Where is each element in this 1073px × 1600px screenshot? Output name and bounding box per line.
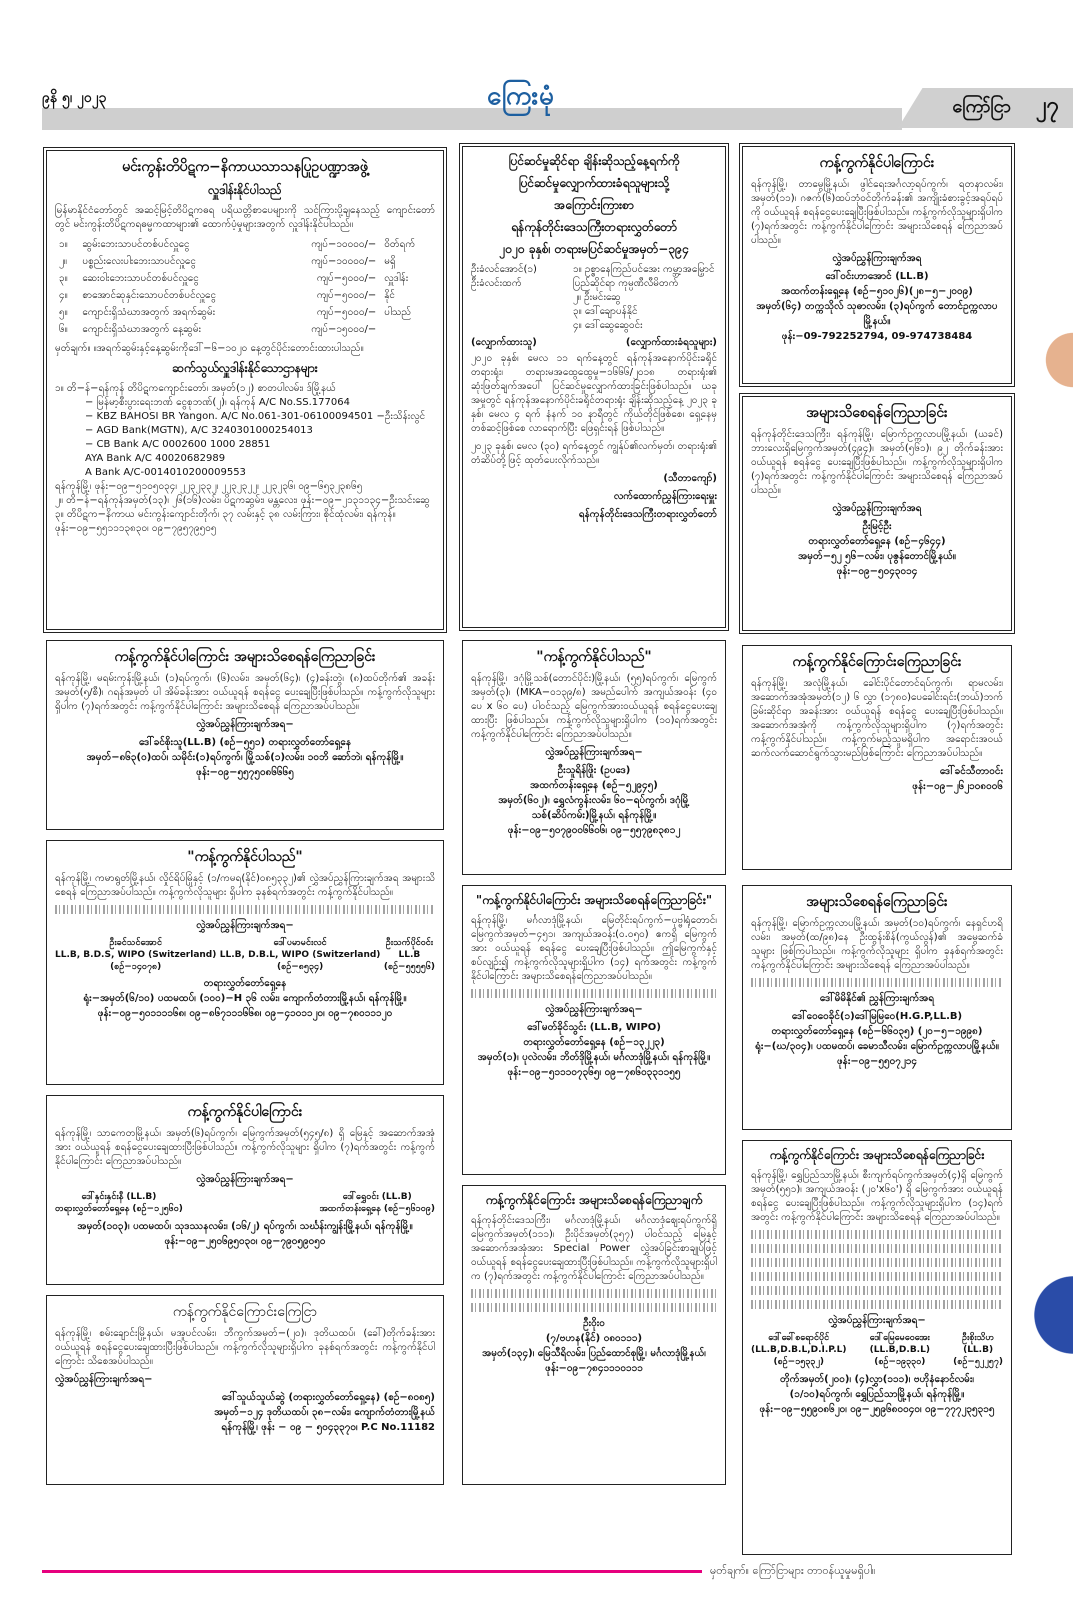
- lawyer-phone: ဖုန်း−၀၉−၅၀၄၃၀၁၄: [836, 566, 918, 577]
- signer-court: ရန်ကုန်တိုင်းဒေသကြီးတရားလွှတ်တော်: [578, 509, 717, 520]
- lawyer-title: တရားလွှတ်တော်ရှေ့နေ (စဉ်−၄၆၄၄): [808, 536, 946, 547]
- lawyer-entry: ဒေါ်ရွှေဝင်း (LL.B) အထက်တန်းရှေ့နေ (စဉ်−၅၆၁၀၉): [319, 1192, 435, 1214]
- ad-objection-notice: [742, 1140, 1012, 1555]
- lawyer-name: ဦးသူရိန်ဖြိုး (ဥပဒေ): [557, 765, 631, 776]
- lawyer-title: အထက်တန်းရှေ့နေ (စဉ်−၅၁၀၂၆)(၂၈−၅−၂၀၀၉): [781, 286, 973, 297]
- ad-body: ရန်ကုန်မြို့၊ ကမာရွတ်မြို့နယ်၊ လှိုင်ရိပ်မြုံနှင့် (၁/ကမရ(နိုင်)၀၈၅၃၃၂)၏ လွှဲအပ်ညွှန်ကြားချက်အရ အများသိစေရန် ကြေညာအပ်ပါသည်။ ကန့်ကွက်လိုသူများ ရှိပါက ခုနစ်ရက်အတွင်း ကန့်ကွက်နိုင်ပါသည်။: [55, 873, 435, 898]
- ad-title: ပြင်ဆင်မှုဆိုင်ရာ ချိန်းဆိုသည့်နေ့ရက်ကို: [508, 154, 680, 168]
- ad-title: ကန့်ကွက်နိုင်ကြောင်းကြေငြာ: [172, 1304, 318, 1320]
- ad-title: မင်းကွန်းတိပိဋက−နိကာယသာသနပြုဥပဏ္ဍာအဖွဲ့: [122, 159, 368, 175]
- lawyer-address: အမှတ်(၆၀၂)၊ ရွှေလံကွန်းလမ်း၊ ၆၀−ရပ်ကွက်၊ ဒဂုံမြို့သစ်(ဆိပ်ကမ်း)မြို့နယ်၊ ရန်ကုန်မြို့။: [498, 795, 690, 821]
- agent-line: လွှဲအပ်ညွှန်ကြားချက်အရ−: [196, 719, 294, 730]
- lawyer-address: အမှတ်−၈၆၃(ဝ)ထပ်၊ သမိုင်း(၁)ရပ်ကွက်၊ မြို့သစ်(၁)လမ်း၊ ၁၀ဘိ ဆော်ဘဲ၊ ရန်ကုန်မြို့။: [86, 752, 404, 763]
- ad-deadline: မှတ်ချက်။ ။အရက်ဆွမ်းနှင့်နေ့ဆွမ်းကိုဒေါ်−၆−၁၀၂၀ နေ့တွင်ပိုင်းတောင်းထားပါသည်။: [55, 343, 364, 354]
- contact-heading: ဆက်သွယ်လှူဒါန်းနိုင်သောဌာနများ: [172, 361, 318, 375]
- lawyer-address: အမှတ်(၁၀၃)၊ ပထမထပ်၊ သုဒဿနလမ်း၊ (၁၆/၂) ရပ်ကွက်၊ သင်္ဃန်းကျွန်းမြို့နယ်၊ ရန်ကုန်မြို့။: [77, 1221, 413, 1232]
- lawyer-entry: ဦးစိုးသိဟ (LL.B) (စဉ်−၅၂၂၅၇): [953, 1333, 1003, 1367]
- ad-title: အကြောင်းကြားစာ: [554, 198, 634, 212]
- ad-title: ကန့်ကွက်နိုင်ပါကြောင်း: [819, 155, 935, 171]
- contact-line: ၃။ တိပိဋက−နိကာယ မင်းကွန်းကျောင်းတိုက်၊ ၃၇ လမ်းနှင့် ၃၈ လမ်းကြား၊ စိုင်ထုံလမ်း၊ ရန်ကုန်။: [55, 509, 396, 520]
- lawyer-phone: ဖုန်း−၀၉−၅၀၇၉၀၀၆၆၀၆၊ ၀၉−၅၅၇၉၈၃၈၁၂: [507, 825, 681, 836]
- lawyer-title: တရားလွှတ်တော်ရှေ့နေ (စဉ်−၁၃၂၂၃): [523, 1037, 665, 1048]
- ad-objection-notice: [462, 885, 726, 1175]
- footer-note: မှတ်ချက်။ ကြော်ငြာများ တာဝန်ယူမှုမရှိပါ။: [710, 1564, 876, 1577]
- agent-line: လွှဲအပ်ညွှန်ကြားချက်အရ−: [545, 747, 643, 758]
- agent-line: ဒေါ်မိမိနိုင်၏ ညွှန်ကြားချက်အရ: [819, 993, 935, 1004]
- ad-title: ကန့်ကွက်နိုင်ကြောင်း အများသိစေရန်ကြေညာခြင်း: [769, 1148, 985, 1162]
- ad-body: ရန်ကုန်တိုင်းဒေသကြီး၊ မင်္ဂလာဒုံမြို့နယ်၊ မင်္ဂလာဒုံဈေးရပ်ကွက်ရှိ မြေကွက်အမှတ်(၁၁၁)၊ ဦးပိုင်အမှတ်(၃၅၇) ပါဝင်သည့် မြေနှင့် အဆောက်အအုံအား Special Power လွှဲအပ်ခြင်းစာချုပ်ဖြင့် ဝယ်ယူရန် စရန်ငွေပေးချေထားပြီးဖြစ်ပါသည်။ ကန့်ကွက်လိုသူများရှိပါက (၇)ရက်အတွင်း ကန့်ကွက်နိုင်ပါကြောင်း ကြေညာအပ်ပါသည်။: [471, 1215, 717, 1282]
- ad-donation-notice: [46, 150, 444, 630]
- ad-objection-notice: [46, 840, 444, 1085]
- ad-public-notice: [742, 885, 1012, 1130]
- decorative-swirl: [1043, 300, 1073, 420]
- ad-objection-notice: [46, 1295, 444, 1485]
- ad-title: ကန့်ကွက်နိုင်ကြောင်းကြေညာခြင်း: [792, 654, 962, 670]
- agent-line: လွှဲအပ်ညွှန်ကြားချက်အရ−: [196, 1174, 294, 1185]
- contact-phone: ရန်ကုန်မြို့၊ ဖုန်း−၀၉−၅၁၀၅၀၃၄၊ ၂၂၃၂၃၃၂၊ ၂၂၃၂၃၂၂၊ ၂၂၃၂၃၆၊ ၀၉−၆၅၃၂၃၈၆၅: [55, 481, 363, 492]
- ad-body: ရန်ကုန်တိုင်းဒေသကြီး၊ ရန်ကုန်မြို့၊ မြောက်ဥက္ကလာပမြို့နယ်၊ (ယခင်) ဘားလေးရှိမြေကွက်အမှတ်(၄၉၄)၊ အမှတ်(၅၆၁)၊ ၉၂ တိုက်ခန်းအား ဝယ်ယူရန် စရန်ငွေ ပေးချေပြီးဖြစ်ပါသည်။ ကန့်ကွက်လိုသူများရှိပါက (၇)ရက်အတွင်း ကန့်ကွက်နိုင်ပါကြောင်း အများသိစေရန် ကြေညာအပ်ပါသည်။: [751, 429, 1003, 496]
- lawyer-phone: ဖုန်း−၀၉−၅၅၀၇၂၁၄: [836, 1056, 918, 1067]
- ad-title: အများသိစေရန်ကြေညာခြင်း: [806, 894, 948, 910]
- ad-public-notice: [742, 396, 1012, 631]
- lawyer-name: ဒေါ်မတ်ခိုင်သွင်း (LL.B, WIPO): [527, 1022, 661, 1033]
- lawyer-list: [751, 1332, 1003, 1368]
- lawyer-address: တိုက်အမှတ်(၂၀၀)၊ (၄)လွှာ(၁၁၁)၊ ဗဟိုနံနောင်လမ်း၊ (၁/၁၀)ရပ်ကွက်၊ ရွှေပြည်သာမြို့နယ်၊ ရန်ကုန်မြို့။: [780, 1374, 974, 1400]
- agent-line: လွှဲအပ်ညွှန်ကြားချက်အရ−: [545, 1004, 643, 1015]
- lawyer-address: အမှတ်(၁)၊ ပုလဲလမ်း၊ ဘိတ်ဒိုမြို့နယ်၊ မင်္ဂလာဒုံမြို့နယ်၊ ရန်ကုန်မြို့။: [477, 1052, 711, 1063]
- lawyer-phone: ဖုန်း−၀၉−၇၈၄၁၁၁၀၁၁၁: [545, 1363, 643, 1374]
- table-row: ၅။ ကျောင်းရှိသံဃာအတွက် အရက်ဆွမ်း ကျပ်−၅၀၀၀/− ပါသည်: [59, 307, 412, 318]
- table-row: ၄။ စာအောင်ဆုနှင်းသောပင်တစ်ပင်လှူငွေ ကျပ်−၅၀၀၀/− နိုင်: [59, 290, 395, 301]
- newspaper-masthead: ကြေးမုံ: [487, 81, 555, 111]
- ad-body: ၂၀၂၀ ခုနှစ်၊ မေလ ၁၁ ရက်နေ့တွင် ရန်ကုန်အနောက်ပိုင်းခရိုင်တရားရုံး၊ တရားမအထွေထွေမှု−၁၆၆၆/၂၀၁၈ တရားရုံး၏ ဆုံးဖြတ်ချက်အပေါ် ပြင်ဆင်မှုလျှောက်ထားခြင်းဖြစ်ပါသည်။ ယခုအမှုတွင် ရန်ကုန်အနောက်ပိုင်းခရိုင်တရားရုံး ချိန်းဆိုသည့်နေ့ ၂၀၂၃ ခုနှစ်၊ မေလ ၄ ရက် နံနက် ၁၀ နာရီတွင် ကိုယ်တိုင်ဖြစ်စေ၊ ရှေ့နေမှတစ်ဆင့်ဖြစ်စေ လာရောက်ပြီး ဖြေရှင်းရန် ဖြစ်ပါသည်။: [471, 353, 717, 434]
- ad-title: ကန့်ကွက်နိုင်ကြောင်း အများသိစေရန်ကြေညာချက်: [485, 1193, 703, 1207]
- contact-phone: ဖုန်း−၀၉−၅၅၁၁၁၃၈၃၀၊ ၀၉−၇၉၅၇၉၅၀၅: [55, 523, 217, 534]
- lawyer-name: ဦးမြင့်ဦး: [862, 521, 892, 532]
- ad-body: ရန်ကုန်မြို့၊ မင်္ဂလာဒုံမြို့နယ်၊ မြေတိုင်းရပ်ကွက်−ပုဗ္ဗါရုံတောင်၊ မြေကွက်အမှတ်−၄၅၁၊ အကျယ်အဝန်း(၀.၀၅၀) ဧကရှိ မြေကွက်အား ဝယ်ယူရန် စရန်ငွေ ပေးချေပြီးဖြစ်ပါသည်။ ဤမြေကွက်နှင့်စပ်လျဉ်း၍ ကန့်ကွက်လိုသူများရှိပါက (၁၄) ရက်အတွင်း ကန့်ကွက်နိုင်ပါကြောင်း အများသိစေရန်ကြေညာအပ်ပါသည်။: [471, 915, 717, 982]
- lawyer-entry: ဒေါ်ခေါ်စရောင်ပိုင် (LL.B,D.B.L,D.I.P.L) (စဉ်−၁၅၃၃၂): [751, 1333, 847, 1367]
- lawyer-title: တရားလွှတ်တော်ရှေ့နေ: [203, 978, 287, 989]
- ad-title: ပြင်ဆင်မှုလျှောက်ထားခံရသူများသို့: [518, 176, 670, 190]
- court-name: ရန်ကုန်တိုင်းဒေသကြီးတရားလွှတ်တော်: [511, 220, 677, 234]
- section-label: ကြော်ငြာ: [952, 96, 1011, 117]
- issue-date: ၉နိ ၅၊ ၂၀၂၃: [42, 90, 107, 106]
- page-header: [42, 78, 1073, 128]
- lawyer-entry: ဒေါ်ပမာမင်းလင် LL.B, D.B.L, WIPO (Switzerland) (စဉ်−၈၅၃၄): [219, 938, 381, 972]
- lawyer-list: [55, 1191, 435, 1215]
- lawyer-address: အမှတ်−၁၂၄ ဒုတိယထပ်၊ ၃၈−လမ်း၊ ကျောက်တံတားမြို့နယ်: [214, 1407, 435, 1418]
- ad-objection-notice: [742, 645, 1012, 870]
- lawyer-phone: ဖုန်း−၀၉−၂၅၀၆၉၅၀၃၀၊ ၀၉−၇၉၀၅၉၀၅၀: [164, 1236, 326, 1247]
- respondent-role: (လျှောက်ထားခံရသူများ): [625, 337, 717, 348]
- bank-account: A Bank A/C-0014010200009553: [85, 467, 246, 478]
- ad-body: ရန်ကုန်မြို့၊ စမ်းချောင်းမြို့နယ်၊ မအူပင်လမ်း၊ ဘီကွက်အမှတ်−(၂၀)၊ ဒုတိယထပ်၊ (ခေါ်)တိုက်ခန်းအား ဝယ်ယူရန် စရန်ငွေပေးချေထားပြီးဖြစ်ပါသည်။ ကန့်ကွက်လိုသူများရှိပါက ခုနစ်ရက်အတွင်း ကန့်ကွက်နိုင်ပါကြောင်း သိစေအပ်ပါသည်။: [55, 1328, 435, 1367]
- ad-title: "ကန့်ကွက်နိုင်ပါသည်": [187, 849, 303, 865]
- page-number: ၂၇: [1035, 93, 1059, 118]
- footer-rule: [42, 1570, 702, 1573]
- ad-title: "ကန့်ကွက်နိုင်ပါကြောင်း အများသိစေရန်ကြေညာခြင်း": [475, 893, 713, 907]
- issue-date: ၂၀၂၃ ခုနှစ်၊ မေလ (၃၀) ရက်နေ့တွင် ကျွန်ုပ်၏လက်မှတ်၊ တရားရုံး၏ တံဆိပ်တို့ဖြင့် ထုတ်ပေးလိုက်သည်။: [471, 441, 717, 466]
- lawyer-entry: ဦးခင်သင်အောင် LL.B, B.D.S, WIPO (Switzerland) (စဉ်−၁၄၀၇၈): [55, 938, 217, 972]
- ad-body: ရန်ကုန်မြို့၊ ရွှေပြည်သာမြို့နယ်၊ စီးကျက်ရပ်ကွက်အမှတ်(၄)ရှိ မြေကွက်အမှတ်(၅၅၁)၊ အကျယ်အဝန်း (၂၀'x၆၀') ရှိ မြေကွက်အား ဝယ်ယူရန် စရန်ငွေ ပေးချေပြီးဖြစ်ပါသည်။ ကန့်ကွက်လိုသူများရှိပါက (၁၄)ရက်အတွင်း ကန့်ကွက်နိုင်ပါကြောင်း အများသိစေရန် ကြေညာအပ်ပါသည်။: [751, 1170, 1003, 1223]
- lawyer-phone: ဖုန်း−၀၉−၅၁၁၁၀၇၃၆၅၊ ၀၉−၇၈၆၀၃၃၁၁၅၅: [507, 1067, 681, 1078]
- ad-objection-notice: [742, 146, 1012, 384]
- lawyer-name: ဒေါ်ခင်သီတာဝင်း: [939, 766, 1003, 777]
- lawyer-title: တရားလွှတ်တော်ရှေ့နေ (စဉ်−၆၆၀၃၅) (၂၀−၅−၁၉၉၈): [771, 1026, 983, 1037]
- bank-account: AYA Bank A/C 40020682989: [85, 453, 226, 464]
- ad-body: ရန်ကုန်မြို့၊ မြောက်ဥက္ကလာပမြို့နယ်၊ အမှတ်(၁၀)ရပ်ကွက်၊ နေရှင်ဟရိလမ်း၊ အမှတ်(ထ/၉၈)နေ ဦးထွန်းစိန်(ကွယ်လွန်)၏ အမွေဆက်ခံသူများ ဖြစ်ကြပါသည်။ ကန့်ကွက်လိုသူများ ရှိပါက ခုနစ်ရက်အတွင်း ကန့်ကွက်နိုင်ပါကြောင်း အများသိစေရန် ကြေညာအပ်ပါသည်။: [751, 918, 1003, 971]
- donation-table: [55, 236, 435, 338]
- lawyer-phone: ဖုန်း−၀၉−၅၅၉၀၈၆၂၀၊ ၀၉−၂၅၉၆၈၀၀၄၀၊ ၀၉−၇၇၇၂၃၅၃၁၅: [759, 1404, 995, 1415]
- lawyer-name: ဒေါ်ဝင်းဟာအောင် (LL.B): [825, 271, 929, 282]
- agent-line: လွှဲအပ်ညွှန်ကြားချက်အရ: [832, 253, 922, 264]
- contact-line: ၂။ တိ−န်−ရန်ကုန်အမှတ်(၁၃)၊ ၂၆(၁၆)လမ်း၊ ပိဋကဆွမ်း၊ မန္တလေး၊ ဖုန်း−၀၉−၂၁၃၁၁၃၄−ဦးသင်းဆွေ: [55, 495, 430, 506]
- lawyer-name: ဦးဝိုးဝ: [583, 1318, 605, 1329]
- lawyer-phone: ဖုန်း−၀၉−၅၀၁၁၁၁၆၈၊ ၀၉−၈၆၇၁၁၁၆၆၈၊ ၀၉−၄၁၀၁၁၂၀၊ ၀၉−၇၈၀၁၁၁၂၀: [97, 1008, 393, 1019]
- bank-account: − KBZ BAHOSI BR Yangon. A/C No.061-301-06100094501 −ဦးသိန်းလွင်: [85, 411, 426, 422]
- lawyer-entry: ဦးသက်ပိုင်ဝင်း LL.B (စဉ်−၅၅၅၅၆): [383, 938, 435, 972]
- ad-body: ရန်ကုန်မြို့၊ တာမွေမြို့နယ်၊ ဖွါင်ရေးအင်္ဂလာ့ရပ်ကွက်၊ ရတနာလမ်း၊ အမှတ်(၁၁)၊ ဂဇက်(၆)ထပ်ဘုံဝင်တိုက်ခန်း၏ အကျိုးခံစားခွင့်အရပ်ရပ်ကို ဝယ်ယူရန် စရန်ငွေပေးချေပြီးဖြစ်ပါသည်။ ကန့်ကွက်လိုသူများရှိပါက (၇)ရက်အတွင်း ကန့်ကွက်နိုင်ပါကြောင်း အများသိစေရန် ကြေညာအပ်ပါသည်။: [751, 179, 1003, 246]
- ad-objection-notice: [46, 1095, 444, 1285]
- ad-subtitle: လှူဒါန်းနိုင်ပါသည်: [208, 183, 282, 197]
- lawyer-name: ဒေါ်ခင်စိုးသူ(LL.B) (စဉ်−၅၅၁) တရားလွှတ်တော်ရှေ့နေ: [138, 737, 352, 748]
- parties: [471, 263, 717, 333]
- lawyer-title: (၇/ဗဟန(နိုင်) ၀၈၀၁၁၁): [545, 1333, 643, 1344]
- ad-title: အများသိစေရန်ကြေညာခြင်း: [806, 405, 948, 421]
- signer-title: လက်ထောက်ညွှန်ကြားရေးမှူး: [613, 491, 717, 502]
- agent-line: လွှဲအပ်ညွှန်ကြားချက်အရ−: [55, 1374, 153, 1385]
- signer-name: (သီတာကျော်): [663, 473, 717, 484]
- lawyer-list: [55, 937, 435, 973]
- applicant-role: (လျှောက်ထားသူ): [471, 337, 537, 348]
- bank-account: − မြန်မာ့စီးပွားရေးဘဏ် ငွေစုဘဏ်(၂)၊ ရန်ကုန် A/C No.SS.177064: [85, 397, 350, 408]
- ad-body: ရန်ကုန်မြို့၊ ဒဂုံမြို့သစ်(တောင်ပိုင်း)မြို့နယ်၊ (၅၅)ရပ်ကွက်၊ မြေကွက်အမှတ်(၃)၊ (MKA−၀၁၃၉/၈) အမည်ပေါက် အကျယ်အဝန်း (၄၀ ပေ x ၆၀ ပေ) ပါဝင်သည့် မြေကွက်အားဝယ်ယူရန် စရန်ငွေပေးချေထားပြီး ဖြစ်ပါသည်။ ကန့်ကွက်လိုသူများရှိပါက (၁၀)ရက်အတွင်း ကန့်ကွက်နိုင်ပါကြောင်း ကြေညာအပ်ပါသည်။: [471, 673, 717, 740]
- bank-account: − CB Bank A/C 0002600 1000 28851: [85, 439, 271, 450]
- ad-body: ရန်ကုန်မြို့၊ မရမ်းကုန်းမြို့နယ်၊ (၁)ရပ်ကွက်၊ (၆)လမ်း၊ အမှတ်(၆၄)၊ (၄)ခန်းတွဲ၊ (၈)ထပ်တိုက်၏ အခန်းအမှတ်(၅/စီ)၊ ဂရန်အမှတ် ပါ အိမ်ခန်းအား ဝယ်ယူရန် စရန်ငွေ ပေးချေပြီးဖြစ်ပါသည်။ ကန့်ကွက်လိုသူများ ရှိပါက (၇)ရက်အတွင်း ကန့်ကွက်နိုင်ပါကြောင်း အများသိစေရန် ကြေညာအပ်ပါသည်။: [55, 673, 435, 712]
- lawyer-phone: ဖုန်း−09-792252794, 09-974738484: [781, 331, 973, 342]
- ad-body: ရန်ကုန်မြို့၊ သာကေတမြို့နယ်၊ အမှတ်(၆)ရပ်ကွက်၊ မြေကွက်အမှတ်(၅၄၅/၈) ရှိ မြေနှင့် အဆောက်အအုံအား ဝယ်ယူရန် စရန်ငွေပေးချေထားပြီးဖြစ်ပါသည်။ ကန့်ကွက်လိုသူများ ရှိပါက (၇)ရက်အတွင်း ကန့်ကွက်နိုင်ပါကြောင်း ကြေညာအပ်ပါသည်။: [55, 1128, 435, 1167]
- table-row: ၁။ ဆွမ်းဘေးသာပင်တစ်ပင်လှူငွေ ကျပ်−၁၀၀၀၀/− ဝိတ်ရက်: [59, 239, 416, 250]
- ad-court-summons: [462, 146, 726, 628]
- lawyer-entry: ဒေါ်မြေမေဝေအေး (LL.B,D.B.L) (စဉ်−၁၉၃၃၀): [869, 1333, 930, 1367]
- table-row: ၂။ ပစ္စည်းလေးပါးဘေးသာပင်လှူငွေ ကျပ်−၁၀၀၀၀/− မရှိ: [59, 256, 396, 267]
- agent-line: လွှဲအပ်ညွှန်ကြားချက်အရ: [832, 503, 922, 514]
- lawyer-address: ရုံး−(ဃ/၃၀၄)၊ ပထမထပ်၊ ခေမာသီလမ်း၊ မြောက်ဥက္ကလာပမြို့နယ်။: [755, 1041, 999, 1052]
- ad-title: "ကန့်ကွက်နိုင်ပါသည်": [536, 649, 652, 665]
- ad-objection-notice: [462, 1185, 726, 1485]
- decorative-swirl: [1033, 1240, 1073, 1390]
- bank-account: − AGD Bank(MGTN), A/C 3240301000254013: [85, 425, 313, 436]
- ad-objection-notice: [46, 640, 444, 830]
- lawyer-phone: ဖုန်း−၀၉−၂၆၂၁၀၈၀၀၆: [912, 781, 1003, 792]
- header-bar: [42, 108, 902, 130]
- contact-line: ၁။ တိ−န်−ရန်ကုန် တိပိဋကကျောင်းတော်၊ အမှတ်(၁၂) စာတပါလမ်း၊ ဒ်မြို့နယ်: [55, 383, 336, 394]
- table-row: ၃။ ဆေးဝါးဘေးသာပင်တစ်ပင်လှူငွေ ကျပ်−၅၀၀၀/− လှူဒါန်း: [59, 273, 409, 284]
- agent-line: လွှဲအပ်ညွှန်ကြားချက်အရ−: [196, 920, 294, 931]
- lawyer-name: ဒေါ်သူယ်သူယ်ဆွဲ (တရားလွှတ်တော်ရှေ့နေ) (စဉ်−၈၀၈၅): [221, 1392, 435, 1403]
- lawyer-address: အမှတ်(၆၄) တက္ကသိုလ် သုဓာလမ်း၊ (၃)ရပ်ကွက် တောင်ဥက္ကလာပမြို့နယ်။: [756, 301, 998, 327]
- lawyer-address: အမှတ်−၅၂ ၅၆−လမ်း၊ ပုဇွန်တောင်မြို့နယ်။: [798, 551, 956, 562]
- lawyer-entry: ဒေါ်နှင်းနှင်းနီ (LL.B) တရားလွှတ်တော်ရှေ့နေ (စဉ်−၁၂၅၆၀): [55, 1192, 183, 1214]
- lawyer-phone: ရန်ကုန်မြို့၊ ဖုန်း − ၀၉ − ၅၀၄၃၃၇၀၊ P.C No.11182: [221, 1422, 435, 1433]
- lawyer-name: ဒေါ်ဝေဝေခိုင်(၁)ဒေါ်မြမြဝေ(H.G.P,LL.B): [791, 1011, 963, 1022]
- case-number: ၂၀၂၀ ခုနှစ်၊ တရားမပြင်ဆင်မှုအမှတ်−၃၉၄: [499, 242, 689, 256]
- ad-body: ရန်ကုန်မြို့၊ အလုံမြို့နယ်၊ ခေါင်းပိုင်တောင်ရပ်ကွက်၊ ရာမလမ်း၊ အဆောက်အအုံအမှတ်(၁၂) ၆ လွှာ (၁၇၈၀)ပေခေါင်းရင်း(ဘယ်)ဘက်ခြမ်းဆိုင်ရာ အခန်းအား ဝယ်ယူရန် စရန်ငွေ ပေးချေပြီးဖြစ်ပါသည်။ အဆောက်အအုံကို ကန့်ကွက်လိုသူများရှိပါက (၇)ရက်အတွင်း ကန့်ကွက်နိုင်ပါသည်။ ကန့်ကွက်မည့်သူမရှိပါက အရောင်းအဝယ် ဆက်လက်ဆောင်ရွက်သွားမည်ဖြစ်ကြောင်း ကြေညာအပ်ပါသည်။: [751, 678, 1003, 759]
- respondents: ၁။ ဥစ္စာနေကြည်ပင်အေး ကမ္ဘာ့အမြှောင်ပြည်ဆိုင်ရာ ကုမ္ပဏီလီမိတက် ၂။ ဦးမင်းဆွေ ၃။ ဒေါ်ချောပန်နိုင် ၄။ ဒေါ်ဆွေဆွေဝင်း: [573, 264, 715, 331]
- ad-title: ကန့်ကွက်နိုင်ပါကြောင်း: [187, 1104, 303, 1120]
- lawyer-address: အမှတ်(၁၃၄)၊ မြေသီရိလမ်း၊ ပြည်ထောင်စုမြို့၊ မင်္ဂလာဒုံမြို့နယ်၊: [482, 1348, 706, 1359]
- ad-title: ကန့်ကွက်နိုင်ပါကြောင်း အများသိစေရန်ကြေညာခြင်း: [114, 649, 376, 665]
- ad-objection-notice: [462, 640, 726, 875]
- lawyer-title: အထက်တန်းရှေ့နေ (စဉ်−၅၂၉၄၅): [530, 780, 658, 791]
- agent-line: လွှဲအပ်ညွှန်ကြားချက်အရ−: [828, 1315, 926, 1326]
- ad-body: မြန်မာနိုင်ငံတော်တွင် အဆင့်မြင့်တိပိဋကဓရ ပရိယတ္တိစာပေများကို သင်ကြားပို့ချနေသည့် ကျောင်းတော်တွင် မင်းကွန်းတိပိဋကရဓမ္မကထာများ၏ ထောက်ပံ့မှုများအတွက် လှူဒါန်းနိုင်ပါသည်။: [55, 205, 435, 230]
- table-row: ၆။ ကျောင်းရှိသံဃာအတွက် နေ့ဆွမ်း ကျပ်−၁၅၀၀၀/−: [59, 324, 377, 335]
- applicants: ဦးခံလင်အောင်(၁) ဦးခံလင်းထက်: [471, 264, 537, 289]
- lawyer-address: ရုံး−အမှတ်(၆/၁၀) ပထမထပ်၊ (၁၀၀)−H ၃၆ လမ်း၊ ကျောက်တံတားမြို့နယ်၊ ရန်ကုန်မြို့။: [83, 993, 407, 1004]
- lawyer-phone: ဖုန်း−၀၉−၅၅၇၅၀၈၆၆၆၅: [196, 767, 294, 778]
